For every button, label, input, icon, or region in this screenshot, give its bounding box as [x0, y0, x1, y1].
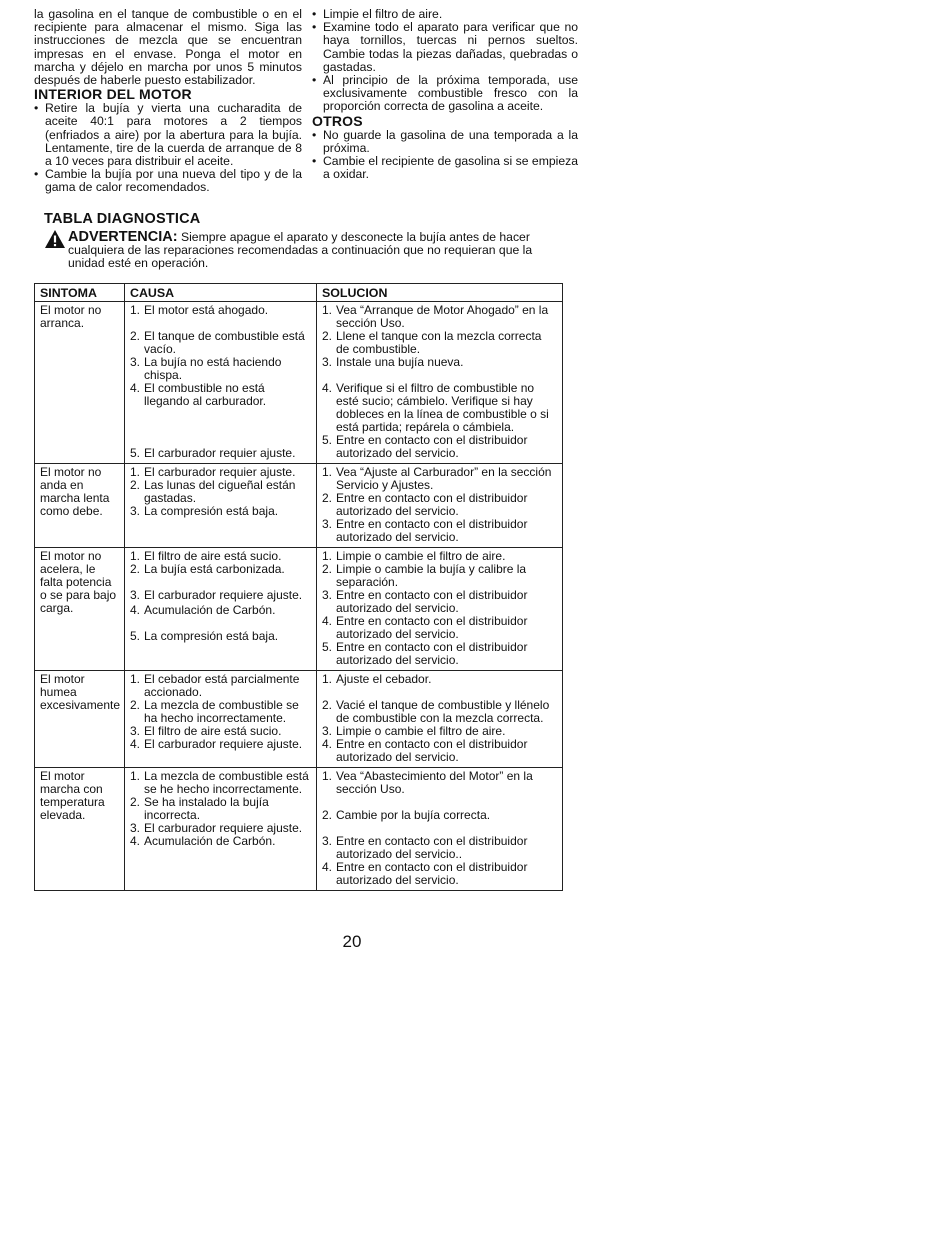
list-item	[130, 630, 312, 643]
item-text: La mezcla de combustible está se he hecho incorrectamente.	[144, 769, 309, 796]
item-number: 5.	[322, 640, 333, 654]
list-item	[130, 796, 312, 822]
item-text: El combustible no está llegando al carburador.	[144, 381, 267, 408]
item-text: Ajuste el cebador.	[336, 672, 432, 686]
item-number: 2.	[130, 795, 141, 809]
cause-cell	[125, 768, 317, 891]
item-text: Cambie por la bujía correcta.	[336, 808, 491, 822]
list-item	[130, 304, 312, 317]
item-text: El carburador requier ajuste.	[144, 446, 296, 460]
item-number: 3.	[322, 517, 333, 531]
solution-header: SOLUCION	[317, 284, 563, 302]
list-item	[130, 330, 312, 356]
item-number: 2.	[130, 698, 141, 712]
bullet-item: • Al principio de la próxima temporada, use exclusivamente combustible fresco con la proporción correcta de gasolina a aceite.	[312, 74, 578, 114]
bullet-item: • No guarde la gasolina de una temporada a la próxima.	[312, 129, 578, 155]
solution-cell	[317, 548, 563, 671]
bullet-item: • Examine todo el aparato para verificar que no haya tornillos, tuercas ni pernos sueltos. Cambie todas la piezas dañadas, quebradas o gastadas.	[312, 21, 578, 74]
symptom-header: SINTOMA	[35, 284, 125, 302]
page-number: 20	[342, 932, 362, 951]
item-text: El carburador requiere ajuste.	[144, 821, 303, 835]
item-text: La compresión está baja.	[144, 504, 279, 518]
item-number: 1.	[130, 769, 141, 783]
item-text: La compresión está baja.	[144, 629, 279, 643]
list-item	[322, 466, 558, 492]
bullet-item: • Cambie el recipiente de gasolina si se empieza a oxidar.	[312, 155, 578, 181]
cause-cell	[125, 302, 317, 464]
item-text: Vea “Ajuste al Carburador” en la sección Servicio y Ajustes.	[336, 465, 552, 492]
warning-text: Siempre apague el aparato y desconecte la bujía antes de hacer cualquiera de las reparaciones recomendadas a continuación que no requieran que la unidad esté en operación.	[68, 230, 533, 271]
item-text: Entre en contacto con el distribuidor autorizado del servicio.	[336, 640, 528, 667]
solution-list	[322, 673, 558, 764]
item-text: Acumulación de Carbón.	[144, 834, 276, 848]
intro-paragraph: la gasolina en el tanque de combustible o en el recipiente para almacenar el mismo. Siga las instrucciones de mezcla que se encuentran impresas en el envase. Ponga el motor en marcha y déjelo en marcha por unos 5 minutos después de haberle puesto estabilizador.	[34, 7, 302, 88]
item-number: 1.	[130, 549, 141, 563]
list-item	[322, 382, 558, 434]
right-column	[312, 8, 578, 181]
item-number: 2.	[322, 562, 333, 576]
item-text: Entre en contacto con el distribuidor autorizado del servicio.	[336, 588, 528, 615]
list-item	[322, 835, 558, 861]
item-text: La mezcla de combustible se ha hecho incorrectamente.	[144, 698, 299, 725]
manual-page	[34, 8, 580, 1238]
item-number: 1.	[322, 549, 333, 563]
item-number: 2.	[130, 329, 141, 343]
item-text: Entre en contacto con el distribuidor autorizado del servicio.	[336, 737, 528, 764]
item-text: Verifique si el filtro de combustible no esté sucio; cámbielo. Verifique si hay dobleces en la línea de combustible o si está partida; repárela o cámbiela.	[336, 381, 549, 434]
list-item	[130, 563, 312, 576]
diagnostic-title: TABLA DIAGNOSTICA	[44, 211, 201, 227]
item-text: El motor está ahogado.	[144, 303, 269, 317]
others-heading: OTROS	[312, 112, 363, 129]
solution-cell	[317, 671, 563, 768]
item-number: 4.	[130, 834, 141, 848]
item-number: 2.	[322, 808, 333, 822]
list-item	[130, 505, 312, 518]
left-column	[34, 8, 302, 195]
solution-list	[322, 466, 558, 544]
item-number: 1.	[130, 303, 141, 317]
item-text: Entre en contacto con el distribuidor autorizado del servicio.	[336, 433, 528, 460]
list-item	[322, 434, 558, 460]
item-text: Entre en contacto con el distribuidor autorizado del servicio.	[336, 491, 528, 518]
list-item	[130, 604, 312, 617]
list-item	[130, 673, 312, 699]
item-number: 1.	[322, 303, 333, 317]
diagnostic-table	[34, 283, 563, 891]
cause-cell	[125, 671, 317, 768]
item-number: 1.	[322, 672, 333, 686]
item-text: Entre en contacto con el distribuidor autorizado del servicio.	[336, 517, 528, 544]
list-item	[322, 673, 558, 686]
cause-list	[130, 304, 312, 460]
list-item	[322, 641, 558, 667]
list-item	[322, 356, 558, 369]
list-item	[130, 447, 312, 460]
symptom-cell: El motor humea excesivamente	[35, 671, 125, 768]
cause-cell	[125, 548, 317, 671]
item-text: El filtro de aire está sucio.	[144, 724, 282, 738]
item-text: El carburador requiere ajuste.	[144, 737, 303, 751]
solution-cell	[317, 302, 563, 464]
item-number: 3.	[130, 588, 141, 602]
item-text: Vacié el tanque de combustible y llénelo de combustible con la mezcla correcta.	[336, 698, 550, 725]
item-text: El cebador está parcialmente accionado.	[144, 672, 300, 699]
item-number: 5.	[322, 433, 333, 447]
item-text: La bujía está carbonizada.	[144, 562, 285, 576]
item-number: 3.	[130, 355, 141, 369]
list-item	[130, 738, 312, 751]
cause-list	[130, 770, 312, 848]
table-row	[35, 768, 563, 891]
item-text: El carburador requier ajuste.	[144, 465, 296, 479]
list-item	[130, 356, 312, 382]
bullet-item: • Limpie el filtro de aire.	[312, 8, 578, 21]
list-item	[130, 835, 312, 848]
item-text: Se ha instalado la bujía incorrecta.	[144, 795, 269, 822]
cause-cell	[125, 464, 317, 548]
maintenance-section	[34, 8, 580, 208]
item-text: Vea “Abastecimiento del Motor” en la sección Uso.	[336, 769, 533, 796]
list-item	[322, 770, 558, 796]
warning-text-block	[68, 231, 566, 271]
engine-interior-heading: INTERIOR DEL MOTOR	[34, 86, 192, 103]
item-number: 4.	[322, 737, 333, 751]
cause-list	[130, 466, 312, 518]
list-item	[322, 589, 558, 615]
table-row	[35, 464, 563, 548]
item-number: 2.	[322, 698, 333, 712]
item-text: Instale una bujía nueva.	[336, 355, 464, 369]
item-text: Entre en contacto con el distribuidor autorizado del servicio..	[336, 834, 528, 861]
item-text: Entre en contacto con el distribuidor autorizado del servicio.	[336, 860, 528, 887]
list-item	[322, 492, 558, 518]
table-row	[35, 548, 563, 671]
list-item	[322, 330, 558, 356]
item-number: 3.	[322, 834, 333, 848]
item-text: El tanque de combustible está vacío.	[144, 329, 305, 356]
solution-list	[322, 770, 558, 887]
item-text: Vea “Arranque de Motor Ahogado” en la sección Uso.	[336, 303, 549, 330]
cause-header: CAUSA	[125, 284, 317, 302]
item-text: Limpie o cambie el filtro de aire.	[336, 724, 506, 738]
item-text: Acumulación de Carbón.	[144, 603, 276, 617]
item-number: 2.	[130, 478, 141, 492]
cause-list	[130, 550, 312, 643]
list-item	[130, 589, 312, 602]
item-number: 3.	[322, 355, 333, 369]
item-text: La bujía no está haciendo chispa.	[144, 355, 282, 382]
symptom-cell: El motor no acelera, le falta potencia o se para bajo carga.	[35, 548, 125, 671]
solution-cell	[317, 768, 563, 891]
item-number: 1.	[322, 465, 333, 479]
list-item	[130, 382, 312, 408]
item-number: 1.	[322, 769, 333, 783]
item-text: Entre en contacto con el distribuidor autorizado del servicio.	[336, 614, 528, 641]
list-item	[130, 699, 312, 725]
list-item	[322, 615, 558, 641]
item-number: 2.	[130, 562, 141, 576]
table-header-row	[35, 284, 563, 302]
item-text: Limpie o cambie la bujía y calibre la separación.	[336, 562, 527, 589]
solution-list	[322, 550, 558, 667]
cause-list	[130, 673, 312, 751]
item-number: 4.	[130, 737, 141, 751]
warning-label: ADVERTENCIA:	[68, 229, 178, 245]
diagnostic-table-body	[35, 302, 563, 891]
item-number: 1.	[130, 672, 141, 686]
item-number: 5.	[130, 629, 141, 643]
item-text: Limpie o cambie el filtro de aire.	[336, 549, 506, 563]
list-item	[130, 770, 312, 796]
item-number: 3.	[130, 504, 141, 518]
symptom-cell: El motor no arranca.	[35, 302, 125, 464]
list-item	[322, 563, 558, 589]
list-item	[322, 518, 558, 544]
item-text: Las lunas del cigueñal están gastadas.	[144, 478, 296, 505]
list-item	[322, 809, 558, 822]
others-list	[312, 129, 578, 182]
item-text: Llene el tanque con la mezcla correcta de combustible.	[336, 329, 542, 356]
item-number: 4.	[322, 381, 333, 395]
list-item	[322, 304, 558, 330]
table-row	[35, 302, 563, 464]
list-item	[130, 479, 312, 505]
list-item	[322, 738, 558, 764]
list-item	[322, 699, 558, 725]
item-text: El carburador requiere ajuste.	[144, 588, 303, 602]
item-number: 4.	[130, 381, 141, 395]
item-number: 3.	[130, 821, 141, 835]
item-number: 5.	[130, 446, 141, 460]
bullet-item: • Retire la bujía y vierta una cucharadita de aceite 40:1 para motores a 2 tiempos (enfriados a aire) por la abertura para la bujía. Lentamente, tire de la cuerda de arranque de 8 a 10 veces para distribuir el aceite.	[34, 102, 302, 168]
item-number: 3.	[322, 588, 333, 602]
table-row	[35, 671, 563, 768]
solution-cell	[317, 464, 563, 548]
bullet-item: • Cambie la bujía por una nueva del tipo y de la gama de calor recomendados.	[34, 168, 302, 194]
item-number: 1.	[130, 465, 141, 479]
item-number: 2.	[322, 491, 333, 505]
engine-interior-list	[34, 102, 302, 194]
solution-list	[322, 304, 558, 460]
item-number: 4.	[130, 603, 141, 617]
item-number: 3.	[130, 724, 141, 738]
warning-triangle-icon	[44, 229, 66, 249]
item-number: 4.	[322, 614, 333, 628]
maintenance-list	[312, 8, 578, 114]
item-number: 4.	[322, 860, 333, 874]
item-number: 3.	[322, 724, 333, 738]
item-number: 2.	[322, 329, 333, 343]
item-text: El filtro de aire está sucio.	[144, 549, 282, 563]
symptom-cell: El motor no anda en marcha lenta como debe.	[35, 464, 125, 548]
symptom-cell: El motor marcha con temperatura elevada.	[35, 768, 125, 891]
list-item	[322, 861, 558, 887]
